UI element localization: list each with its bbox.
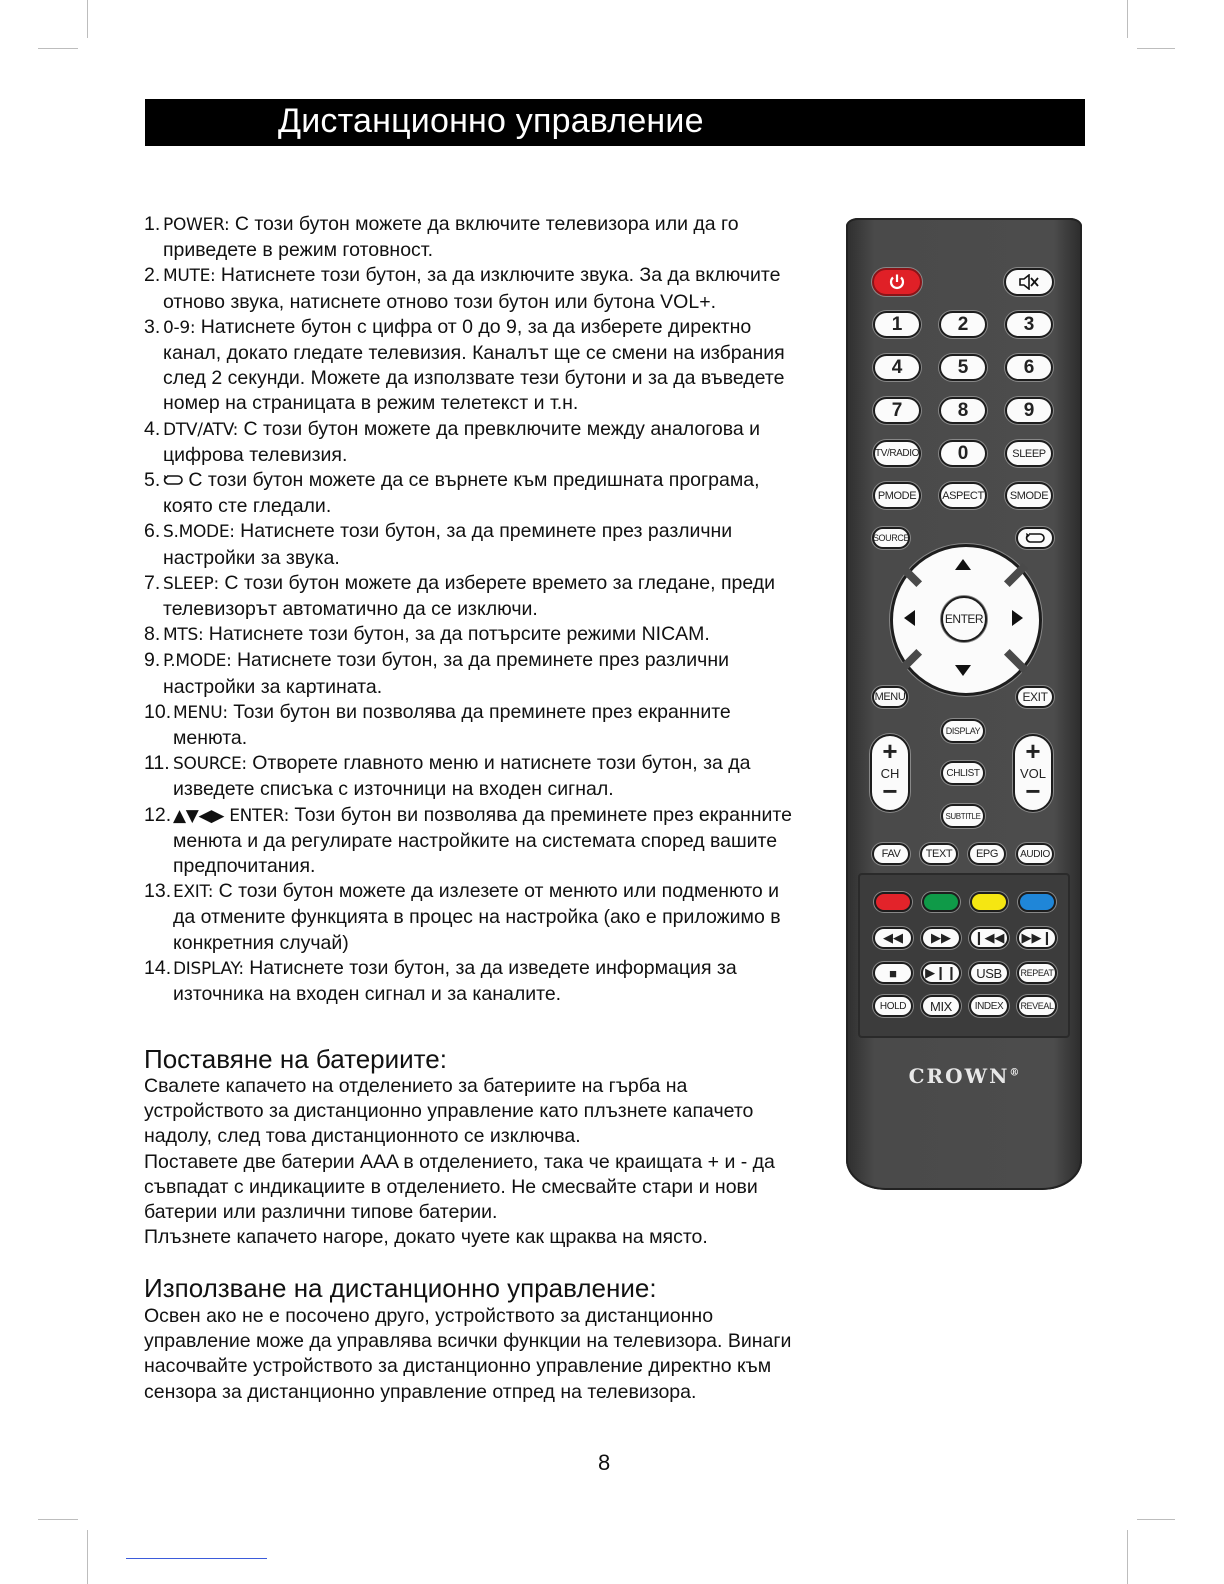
yellow-button[interactable]: [970, 892, 1008, 912]
channel-up[interactable]: +: [882, 736, 898, 766]
item-number: 2.: [144, 264, 161, 287]
brand-logo: CROWN®: [908, 1064, 1020, 1088]
volume-down[interactable]: −: [1025, 776, 1041, 806]
previous-button[interactable]: [969, 927, 1009, 949]
index-button[interactable]: INDEX: [969, 995, 1009, 1017]
crop-mark: [87, 1530, 88, 1584]
digit-0-button[interactable]: 0: [939, 440, 987, 467]
return-icon: [163, 474, 183, 486]
item-text: С този бутон можете да превключите между аналогова и цифрова телевизия.: [163, 417, 761, 466]
list-item: [144, 751, 794, 802]
batteries-text: [144, 1074, 794, 1250]
function-list: [144, 212, 794, 1007]
item-key: S.MODE:: [163, 522, 235, 543]
item-number: 13.: [144, 880, 172, 903]
item-number: 7.: [144, 571, 161, 594]
batteries-line: Поставете две батерии AAA в отделението, така че краищата + и - да съвпадат с индикациите в отделението. Не смесвайте стари и нови батерии или различни типове батерии.: [144, 1150, 775, 1224]
rewind-icon: ◀◀: [883, 930, 903, 945]
down-arrow-button[interactable]: [955, 665, 971, 676]
green-button[interactable]: [922, 892, 960, 912]
list-item: [144, 879, 794, 956]
hold-button[interactable]: HOLD: [873, 995, 913, 1017]
item-text: С този бутон можете да излезете от менюто или подменюто и да отмените функцията в процес на настройка (ако е приложимо в конкретния случай): [173, 880, 781, 954]
next-button[interactable]: [1017, 927, 1057, 949]
list-item: [144, 315, 794, 417]
volume-rocker[interactable]: [1013, 734, 1053, 812]
fast-forward-button[interactable]: [921, 927, 961, 949]
text-button[interactable]: TEXT: [920, 843, 958, 865]
mute-icon: [1018, 274, 1040, 290]
title-bar: [145, 99, 1085, 146]
menu-button[interactable]: MENU: [872, 686, 908, 708]
item-number: 12.: [144, 803, 172, 826]
media-panel: [858, 873, 1070, 1038]
up-arrow-button[interactable]: [955, 559, 971, 570]
item-number: 8.: [144, 623, 161, 646]
digit-3-button[interactable]: 3: [1005, 311, 1053, 338]
list-item: [144, 468, 794, 519]
power-button[interactable]: [872, 268, 922, 296]
item-number: 5.: [144, 469, 161, 492]
item-number: 4.: [144, 417, 161, 440]
item-number: 14.: [144, 956, 172, 979]
crop-mark: [1127, 1530, 1128, 1584]
list-item: [144, 700, 794, 751]
channel-down[interactable]: −: [882, 776, 898, 806]
channel-rocker[interactable]: [870, 734, 910, 812]
item-key: 0-9:: [163, 317, 196, 338]
right-arrow-button[interactable]: [1012, 610, 1023, 626]
mute-button[interactable]: [1004, 268, 1054, 296]
volume-up[interactable]: +: [1025, 736, 1041, 766]
item-key: SLEEP:: [163, 573, 219, 594]
power-icon: [888, 273, 906, 291]
item-key: DTV/ATV:: [163, 419, 239, 440]
item-text: Този бутон ви позволява да преминете през екранните менюта.: [173, 700, 731, 750]
item-text: С този бутон можете да изберете времето за гледане, преди телевизорът автоматично да се изключи.: [163, 571, 776, 621]
list-item: [144, 648, 794, 699]
list-item: [144, 263, 794, 314]
item-number: 9.: [144, 649, 161, 672]
footer-line: [126, 1558, 267, 1559]
crop-mark: [1127, 0, 1128, 38]
item-text: С този бутон можете да включите телевизора или да го приведете в режим готовност.: [163, 213, 739, 262]
display-button[interactable]: DISPLAY: [941, 719, 985, 743]
list-item: [144, 417, 794, 468]
item-key: EXIT:: [173, 882, 214, 903]
mix-button[interactable]: MIX: [921, 995, 961, 1017]
item-number: 6.: [144, 520, 161, 543]
remote-control-illustration: [846, 218, 1082, 1190]
stop-button[interactable]: [873, 962, 913, 984]
audio-button[interactable]: AUDIO: [1016, 843, 1054, 865]
digit-7-button[interactable]: 7: [873, 397, 921, 424]
item-key: P.MODE:: [163, 651, 232, 672]
item-text: Натиснете бутон с цифра от 0 до 9, за да изберете директно канал, докато гледате телевизия. Каналът ще се смени на избрания след 2 секунди. Можете да използвате тези бутони и за да въведете номер на страницата в режим телетекст и т.н.: [163, 315, 785, 415]
aspect-button[interactable]: ASPECT: [939, 482, 987, 509]
digit-6-button[interactable]: 6: [1005, 354, 1053, 381]
rewind-button[interactable]: [873, 927, 913, 949]
exit-button[interactable]: EXIT: [1016, 686, 1054, 708]
item-number: 11.: [144, 752, 170, 775]
fast-forward-icon: ▶▶: [931, 930, 951, 945]
list-item: [144, 956, 794, 1007]
batteries-line: Плъзнете капачето нагоре, докато чуете как щраква на място.: [144, 1226, 708, 1249]
subtitle-button[interactable]: SUBTITLE: [941, 804, 985, 828]
return-icon: [1025, 532, 1045, 544]
item-text: С този бутон можете да се върнете към предишната програма, която сте гледали.: [163, 469, 760, 518]
channel-label: CH: [880, 766, 900, 781]
page-title: Дистанционно управление: [278, 102, 704, 140]
item-text: Натиснете този бутон, за да потърсите режими NICAM.: [208, 623, 710, 646]
item-key: ▲▼◀▶ ENTER:: [173, 805, 289, 826]
item-number: 3.: [144, 315, 161, 338]
item-key: MUTE:: [163, 266, 216, 287]
item-text: Натиснете този бутон, за да преминете през различни настройки за звука.: [163, 520, 733, 569]
usage-heading: Използване на дистанционно управление:: [144, 1273, 657, 1303]
item-key: SOURCE:: [173, 754, 247, 775]
item-key: MENU:: [173, 702, 228, 723]
item-key: MTS:: [163, 625, 204, 646]
digit-1-button[interactable]: 1: [873, 311, 921, 338]
item-text: Натиснете този бутон, за да изключите звука. За да включите отново звука, натиснете отново този бутон или бутона VOL+.: [163, 264, 781, 313]
left-arrow-button[interactable]: [904, 610, 915, 626]
chlist-button[interactable]: CHLIST: [941, 761, 985, 785]
digit-4-button[interactable]: 4: [873, 354, 921, 381]
smode-button[interactable]: SMODE: [1005, 482, 1053, 509]
digit-2-button[interactable]: 2: [939, 311, 987, 338]
crop-mark: [1137, 48, 1175, 49]
item-number: 10.: [144, 700, 172, 723]
usb-button[interactable]: USB: [969, 962, 1009, 984]
list-item: [144, 571, 794, 622]
crop-mark: [38, 1519, 78, 1520]
tv-radio-button[interactable]: TV/RADIO: [873, 440, 921, 467]
enter-button[interactable]: ENTER: [941, 596, 987, 642]
previous-icon: ❙◀◀: [973, 930, 1005, 945]
usage-text: Освен ако не е посочено друго, устройството за дистанционно управление може да управлява всички функции на телевизора. Винаги насочвайте устройството за дистанционно управление директно към сензора за дистанционно управление отпред на телевизора.: [144, 1305, 792, 1403]
digit-5-button[interactable]: 5: [939, 354, 987, 381]
epg-button[interactable]: EPG: [968, 843, 1006, 865]
item-text: Натиснете този бутон, за да изведете информация за източника на входен сигнал и за каналите.: [173, 956, 737, 1006]
play-pause-button[interactable]: [921, 962, 961, 984]
sleep-button[interactable]: SLEEP: [1005, 440, 1053, 467]
blue-button[interactable]: [1018, 892, 1056, 912]
list-item: [144, 803, 794, 880]
batteries-line: Свалете капачето на отделението за батериите на гърба на устройството за дистанционно управление като плъзнете капачето надолу, след това дистанционното се изключва.: [144, 1075, 754, 1148]
list-item: [144, 622, 794, 648]
red-button[interactable]: [874, 892, 912, 912]
digit-8-button[interactable]: 8: [939, 397, 987, 424]
list-item: [144, 212, 794, 263]
return-button[interactable]: [1016, 527, 1054, 549]
crop-mark: [38, 48, 78, 49]
item-text: Този бутон ви позволява да преминете през екранните менюта и да регулирате настройките на системата според вашите предпочитания.: [173, 803, 792, 878]
item-key: POWER:: [163, 215, 230, 235]
stop-icon: ■: [889, 965, 897, 981]
list-item: [144, 519, 794, 570]
volume-label: VOL: [1019, 766, 1046, 781]
item-key: DISPLAY:: [173, 958, 244, 979]
item-text: Натиснете този бутон, за да преминете през различни настройки за картината.: [163, 649, 729, 698]
batteries-heading: Поставяне на батериите:: [144, 1044, 447, 1074]
digit-9-button[interactable]: 9: [1005, 397, 1053, 424]
page-number: 8: [598, 1450, 611, 1475]
fav-button[interactable]: FAV: [872, 843, 910, 865]
item-text: Отворете главното меню и натиснете този бутон, за да изведете списъка с източници на входен сигнал.: [173, 752, 751, 801]
repeat-button[interactable]: REPEAT: [1017, 962, 1057, 984]
play-pause-icon: ▶❙❙: [925, 965, 957, 980]
reveal-button[interactable]: REVEAL: [1017, 995, 1057, 1017]
next-icon: ▶▶❙: [1021, 930, 1053, 945]
crop-mark: [1137, 1519, 1175, 1520]
crop-mark: [87, 0, 88, 38]
pmode-button[interactable]: PMODE: [873, 482, 921, 509]
item-number: 1.: [144, 213, 161, 235]
source-button[interactable]: SOURCE: [872, 527, 910, 549]
